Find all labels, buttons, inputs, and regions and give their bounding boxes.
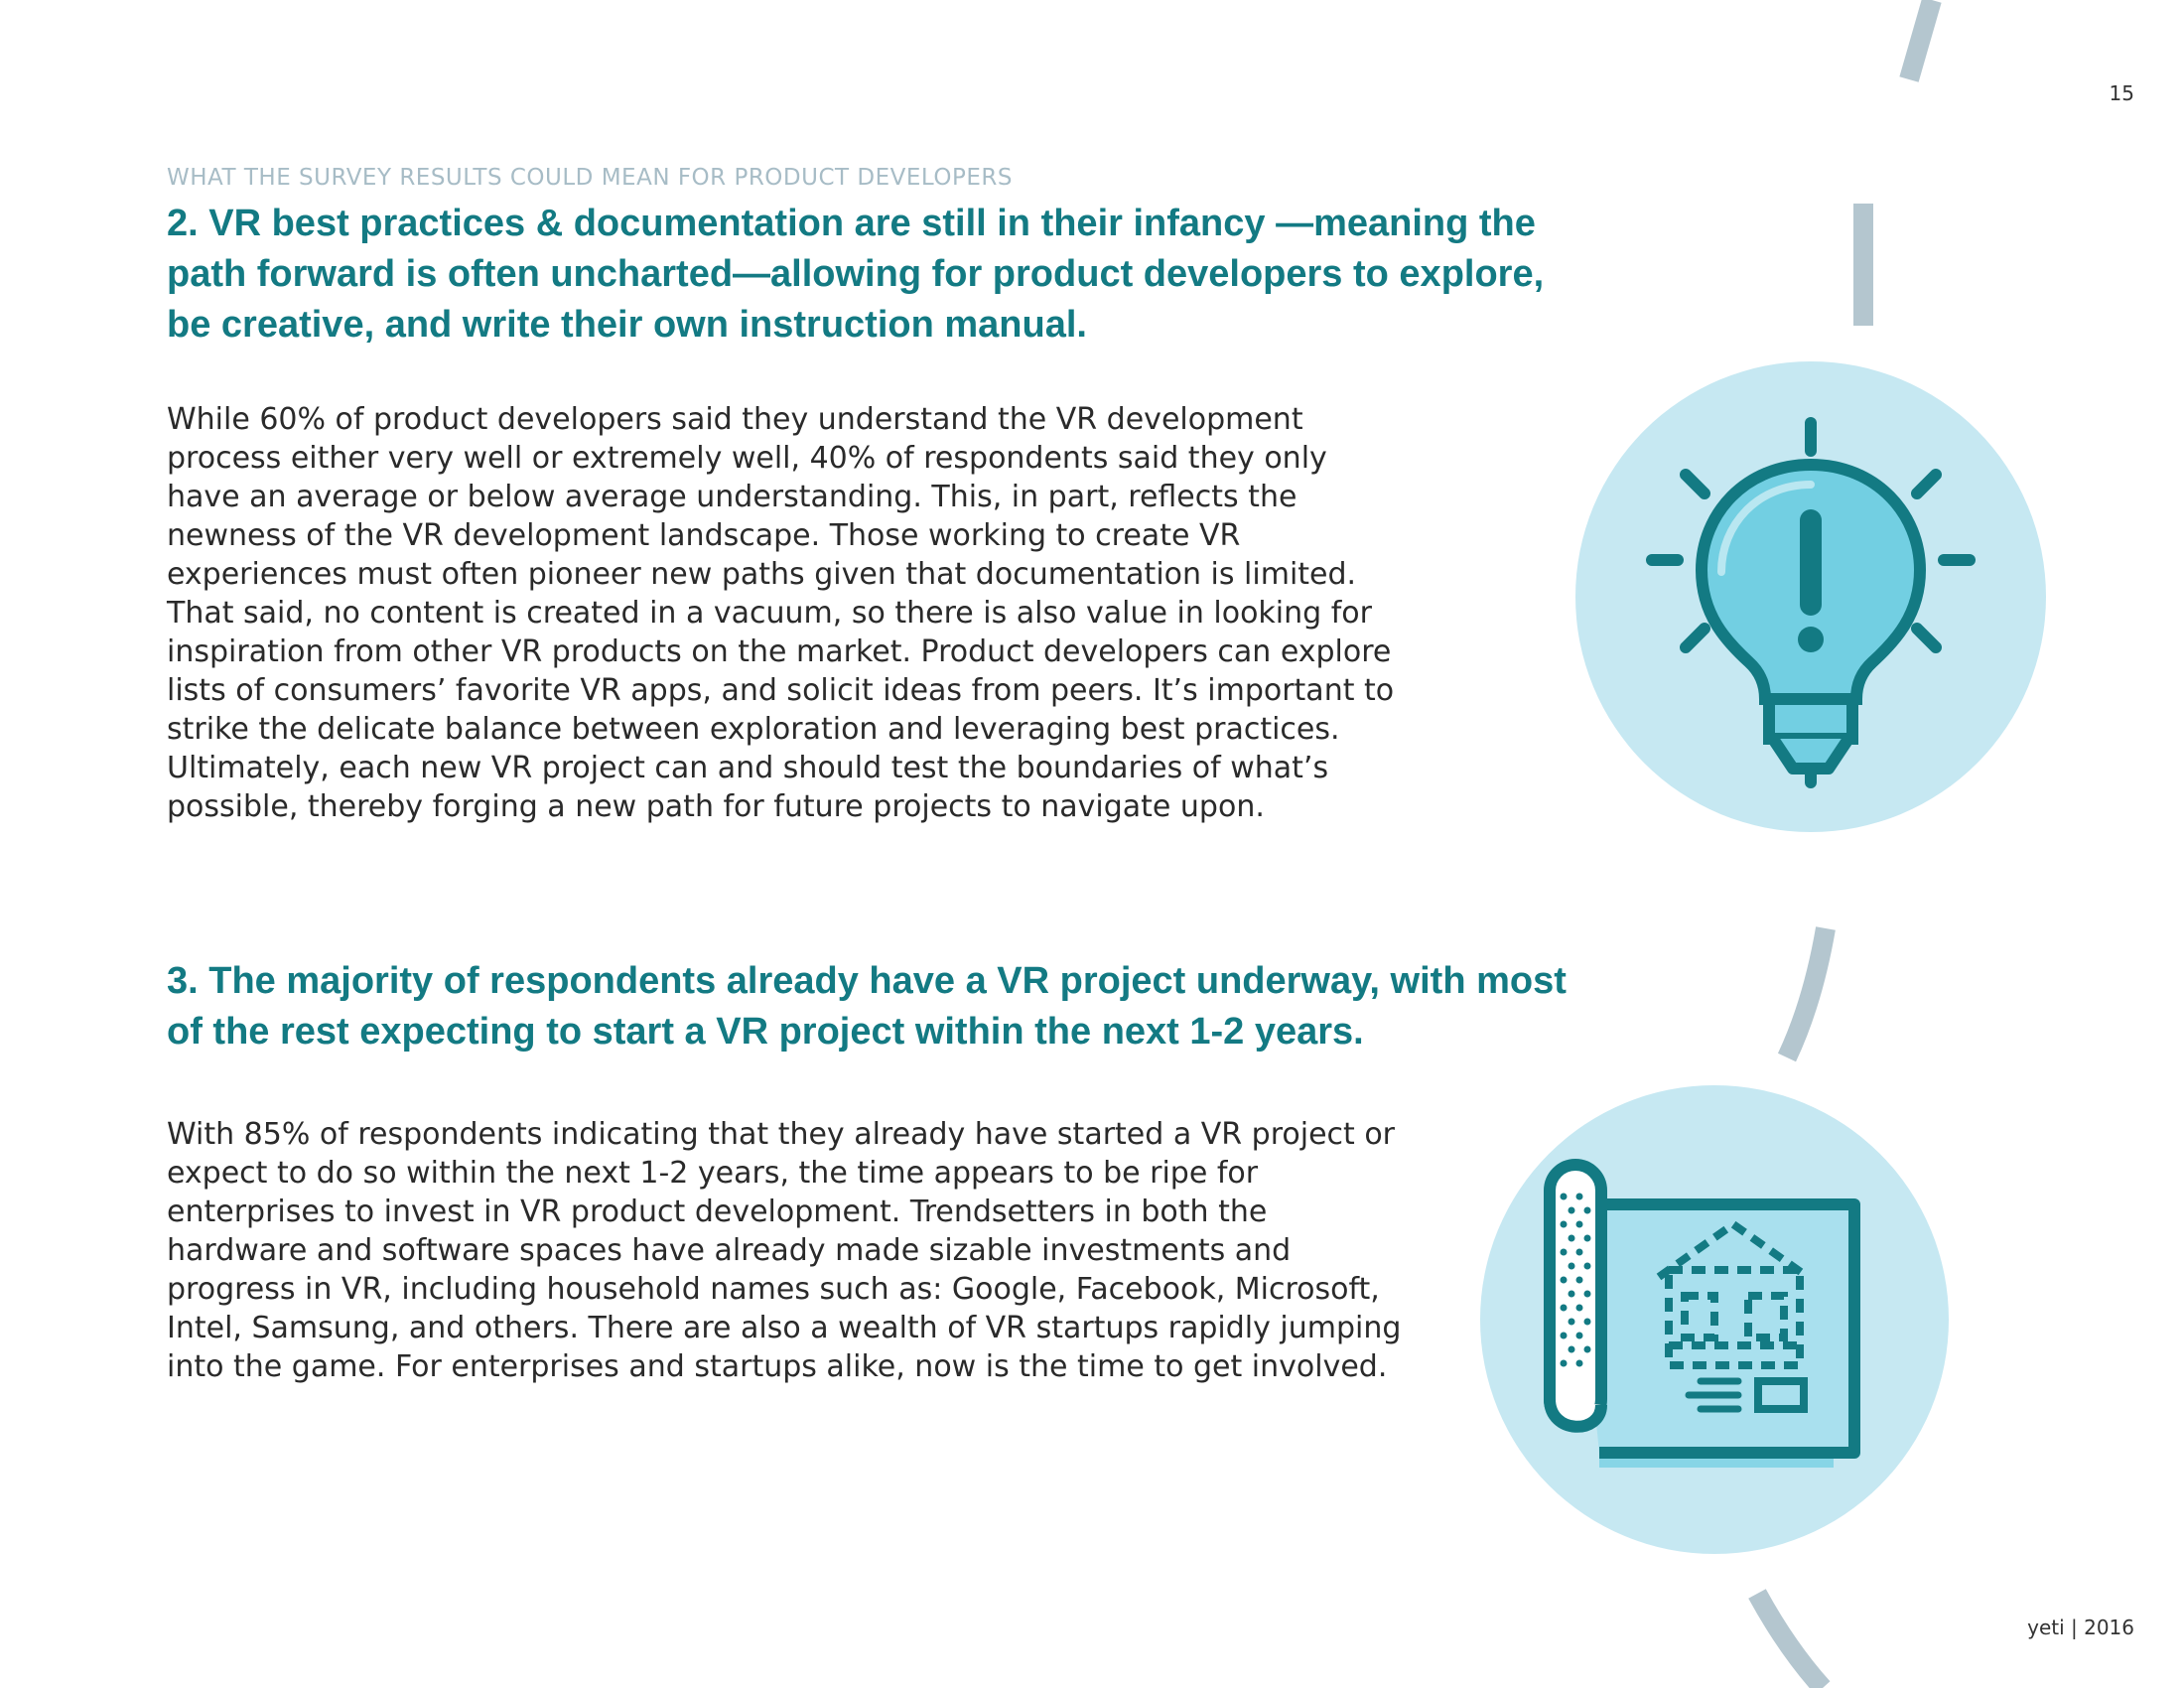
section-3-body: With 85% of respondents indicating that they already have started a VR project or expect to do so within the next 1-2 years, the time appears to be ripe for enterprises to invest in VR product development. Trendsetters in both the hardware and software spaces have already made sizable investments and progress in VR, including household names such as: Google, Facebook, Microsoft, Intel, Samsung, and others. There are also a wealth of VR startups rapidly jumping into the game. For enterprises and startups alike, now is the time to get involved. [167,1117,1402,1384]
lightbulb-badge [1575,361,2046,832]
section-3-heading: 3. The majority of respondents already have a VR project underway, with most of the rest expecting to start a VR project within the next 1-2 years. [167,960,1567,1053]
page-number: 15 [2109,81,2134,105]
blueprint-badge [1480,1085,1949,1554]
section-label: WHAT THE SURVEY RESULTS COULD MEAN FOR PRODUCT DEVELOPERS [167,165,1013,191]
footer-brand-year: yeti | 2016 [2027,1616,2134,1639]
section-2-heading: 2. VR best practices & documentation are still in their infancy —meaning the path forward is often uncharted—allowing for product developers to explore, be creative, and write their own instruction manual. [167,203,1545,346]
section-2-body: While 60% of product developers said they understand the VR development process either very well or extremely well, 40% of respondents said they only have an average or below average understanding. This, in part, reflects the newness of the VR development landscape. Those working to create VR experiences must often pioneer new paths given that documentation is limited. That said, no content is created in a vacuum, so there is also value in looking for inspiration from other VR products on the market. Product developers can explore lists of consumers’ favorite VR apps, and solicit ideas from peers. It’s important to strike the delicate balance between exploration and leveraging best practices. Ultimately, each new VR project can and should test the boundaries of what’s possible, thereby forging a new path for future projects to navigate upon. [167,402,1395,824]
lightbulb-exclamation-icon [1575,361,2046,832]
blueprint-icon [1480,1085,1949,1554]
